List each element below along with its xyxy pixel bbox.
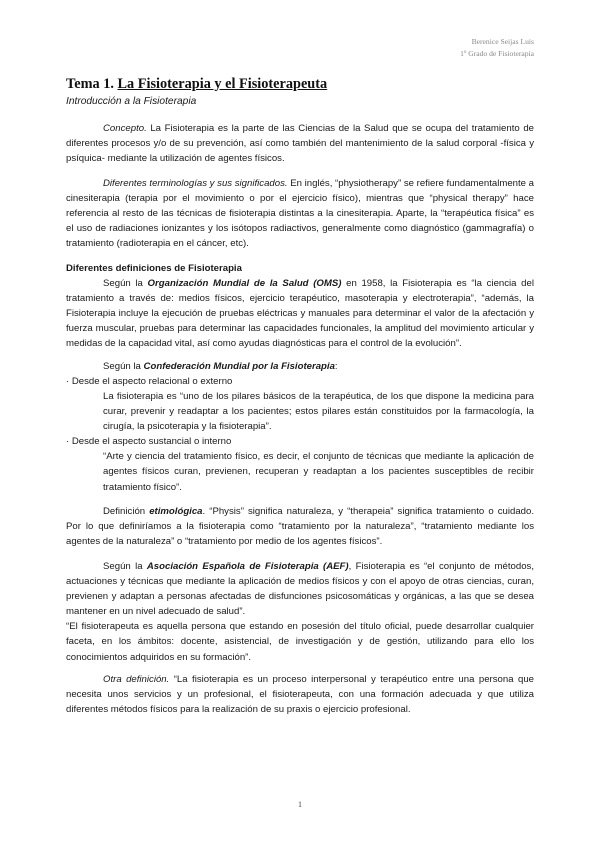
etim-pre: Definición <box>103 506 150 518</box>
terminologias-text: En inglés, “physiotherapy” se refiere fundamentalmente a cinesiterapia (terapia por el movimiento o por el ejercicio físico), mientras que “physical therapy” hace referencia al resto de las técnicas de fisioterapia distintas a la cinesiterapia. Aparte, la “terapéutica física” es el uso de radiaciones ionizantes y los isótopos radiactivos, generalmente como diagnóstico (gammagrafía) o tratamiento (radioterapia en el cáncer, etc). <box>66 177 535 250</box>
page-subtitle: Introducción a la Fisioterapia <box>66 96 197 107</box>
page-title <box>66 76 327 93</box>
otra-text: “La fisioterapia es un proceso interpersonal y terapéutico entre una persona que necesita unos servicios y un profesional, el fisioterapeuta, con una formación adecuada y que utiliza diferentes métodos físicos para la realización de su praxis o ejercicio profesional. <box>66 674 534 716</box>
title-main: La Fisioterapia y el Fisioterapeuta <box>117 76 328 92</box>
aef-text: , Fisioterapia es “el conjunto de métodos, actuaciones y técnicas que mediante la aplicación de medios físicos y con el apoyo de otras ciencias, curan, previenen y adaptan a personas afectadas de disfunciones psicosomáticas y orgánicas, a las que se desea mantener en un nivel adecuado de salud”. <box>66 560 534 618</box>
oms-text: en 1958, la Fisioterapia es “la ciencia del tratamiento a través de: medios físicos, ejercicio terapéutico, masoterapia y electroterapia”, “además, la Fisioterapia incluye la ejecución de pruebas eléctricas y manuales para determinar el valor de la afectación y fuerza muscular, pruebas para determinar las capacidades funcionales, la amplitud del movimiento articular y medidas de la capacidad vital, así como ayudas diagnósticas para el control de la evolución”. <box>66 277 534 350</box>
section-heading: Diferentes definiciones de Fisioterapia <box>66 262 242 274</box>
cmf-item2-text: “Arte y ciencia del tratamiento físico, es decir, el conjunto de técnicas que mediante la aplicación de agentes físicos curan, previenen, recuperan y readaptan a los pacientes susceptibles de recibir tratamiento físico”. <box>103 451 534 493</box>
concepto-text: La Fisioterapia es la parte de las Ciencias de la Salud que se ocupa del tratamiento de diferentes procesos y/o de su prevención, así como también del mantenimiento de la salud corporal -física y psíquica- mediante la utilización de agentes físicos. <box>66 123 534 165</box>
terminologias-label: Diferentes terminologías y sus significados. <box>103 177 288 189</box>
etim-label: etimológica <box>149 506 203 518</box>
oms-pre: Según la <box>103 277 148 289</box>
header-course: 1º Grado de Fisioterapia <box>460 49 534 58</box>
cmf-org: Confederación Mundial por la Fisioterapia <box>143 360 335 372</box>
aef-org: Asociación Española de Fisioterapia (AEF) <box>146 560 349 572</box>
title-prefix: Tema 1. <box>66 76 114 92</box>
paragraph-aef <box>66 559 534 619</box>
concepto-label: Concepto. <box>103 123 147 134</box>
paragraph-oms <box>66 276 534 351</box>
cmf-item1-text: La fisioterapia es “uno de los pilares básicos de la terapéutica, de los que dispone la medicina para curar, prevenir y readaptar a los pacientes; estos pilares están constituidos por la farmacología, la cirugía, la psicoterapia y la fisioterapia”. <box>103 391 534 433</box>
cmf-item1-label: · Desde el aspecto relacional o externo <box>66 375 233 387</box>
document-body <box>66 121 534 717</box>
paragraph-terminologias <box>66 176 534 251</box>
etim-text: . “Physis” significa naturaleza, y “therapeia” significa tratamiento o cuidado. Por lo que definiríamos a la fisioterapia como “tratamiento por la naturaleza”, “tratamiento mediante los agentes de la naturaleza” o “tratamiento por medio de los agentes físicos”. <box>66 506 534 548</box>
cmf-post: : <box>334 360 338 372</box>
paragraph-cmf <box>66 359 534 374</box>
paragraph-fisioterapeuta: “El fisioterapeuta es aquella persona que estando en posesión del título oficial, puede desarrollar cualquier faceta, en los ámbitos: docente, asistencial, de investigación y de gestión, utilizando para ello los conocimientos adquiridos en su formación”. <box>66 621 534 663</box>
otra-label: Otra definición. <box>103 674 170 686</box>
oms-org: Organización Mundial de la Salud (OMS) <box>147 277 342 289</box>
paragraph-otra <box>66 672 534 717</box>
header-author: Berenice Seijas Luis <box>471 37 534 46</box>
paragraph-concepto <box>66 121 534 166</box>
cmf-pre: Según la <box>103 360 144 372</box>
aef-pre: Según la <box>103 560 147 572</box>
page-header <box>460 36 534 60</box>
cmf-item2-label: · Desde el aspecto sustancial o interno <box>66 436 232 448</box>
paragraph-etimologica <box>66 504 534 549</box>
page-number: 1 <box>298 800 302 809</box>
